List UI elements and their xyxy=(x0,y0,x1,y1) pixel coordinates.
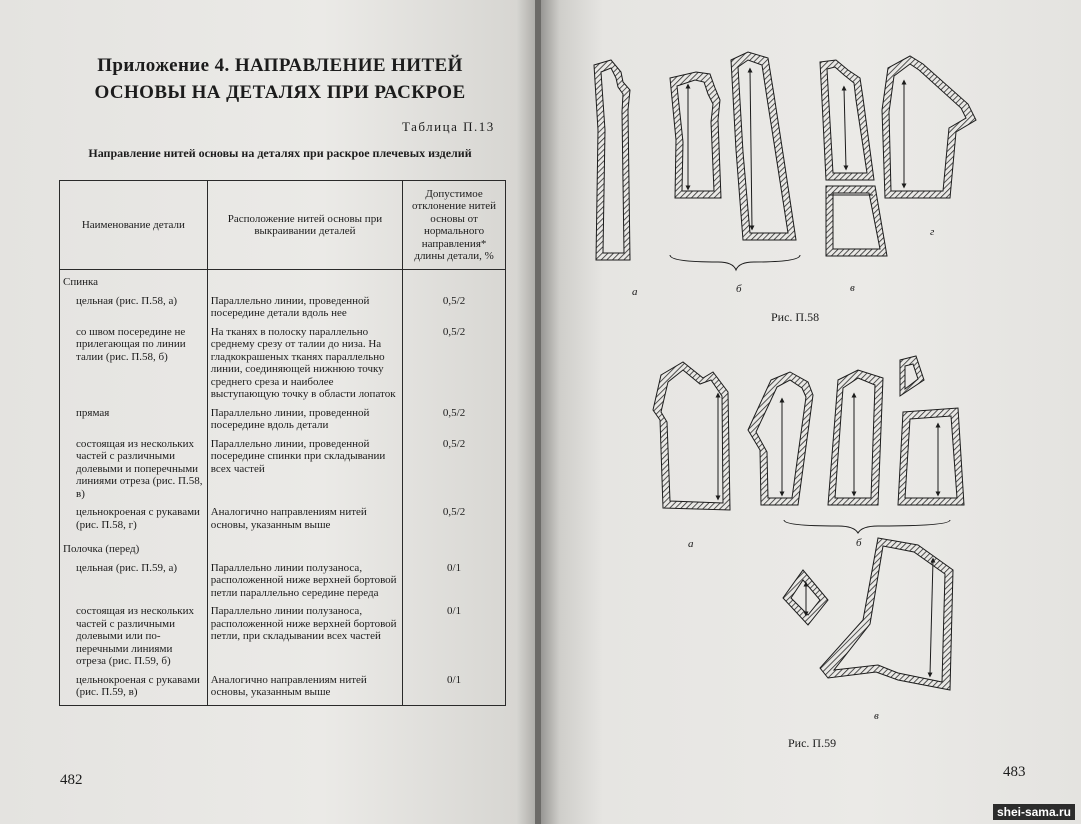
cell-name: цельная (рис. П.59, а) xyxy=(60,562,208,606)
label-58b: б xyxy=(736,283,742,295)
left-page xyxy=(0,0,538,824)
cell-name: цельнокроеная с рукавами (рис. П.58, г) xyxy=(60,506,208,537)
cell-arrangement: Аналогично направлениям нитей основы, указанным выше xyxy=(207,674,402,706)
pattern-piece-59b-3 xyxy=(900,356,924,396)
cell-deviation: 0/1 xyxy=(403,674,506,706)
pattern-piece-58v-top xyxy=(820,60,874,180)
pattern-drawings xyxy=(538,0,1081,824)
cell-deviation: 0,5/2 xyxy=(403,326,506,407)
header-deviation-line: основы от xyxy=(430,212,478,225)
pattern-piece-58g xyxy=(882,56,976,198)
cell-name: состоящая из нескольких частей с различными долевыми или поперечными линиями отреза (рис. П.59, б) xyxy=(60,605,208,674)
cell-arrangement: Параллельно линии полузаноса, расположенной ниже верхней бортовой петли параллельно середине переда xyxy=(207,562,402,606)
header-deviation-line: длины детали, % xyxy=(414,250,494,262)
header-deviation-line: Допустимое xyxy=(425,187,483,200)
pattern-piece-58v-bottom xyxy=(826,186,887,256)
cell-deviation: 0,5/2 xyxy=(403,295,506,326)
page-title xyxy=(60,52,500,106)
table-row xyxy=(60,562,506,606)
table-caption: Направление нитей основы на деталях при раскрое плечевых изделий xyxy=(88,146,472,160)
group-label-back: Спинка xyxy=(60,270,208,295)
pattern-piece-58b-left xyxy=(670,72,721,198)
table-row xyxy=(60,295,506,326)
cell-arrangement: На тканях в полоску параллельно среднему срезу от талии до низа. На гладкокрашеных тканях параллельно линии, соединяющей нижнюю точку среднего среза и наиболее выступающую точку в области лопаток xyxy=(207,326,402,407)
header-deviation xyxy=(403,181,506,270)
cell-deviation: 0/1 xyxy=(403,605,506,674)
cell-deviation: 0,5/2 xyxy=(403,407,506,438)
table-row xyxy=(60,506,506,537)
page-number-right: 483 xyxy=(1003,764,1026,780)
cell-name: состоящая из нескольких частей с различными долевыми и поперечными линиями отреза (рис. П.58, в) xyxy=(60,438,208,507)
figures-area xyxy=(538,0,1081,824)
group-row xyxy=(60,270,506,295)
figure-caption-58: Рис. П.58 xyxy=(771,310,820,324)
title-line-1: Приложение 4. НАПРАВЛЕНИЕ НИТЕЙ xyxy=(97,55,463,76)
cell-arrangement: Параллельно линии полузаноса, расположенной ниже верхней бортовой петли, при складывании всех частей xyxy=(207,605,402,674)
title-line-2: ОСНОВЫ НА ДЕТАЛЯХ ПРИ РАСКРОЕ xyxy=(94,82,466,103)
label-58a: а xyxy=(632,286,638,298)
pattern-piece-58b-right xyxy=(731,52,796,240)
brace-58b xyxy=(670,255,800,270)
cell-deviation: 0,5/2 xyxy=(403,506,506,537)
thread-direction-table xyxy=(59,180,506,706)
group-label-front: Полочка (перед) xyxy=(60,537,208,562)
header-deviation-line: отклонение нитей xyxy=(412,200,497,212)
page-number-left: 482 xyxy=(60,772,83,788)
label-58g: г xyxy=(930,226,935,238)
pattern-piece-59b-2 xyxy=(828,370,883,505)
header-deviation-line: нормального xyxy=(423,225,485,237)
label-59b: б xyxy=(856,537,862,549)
header-name: Наименование детали xyxy=(60,181,208,270)
label-59v: в xyxy=(874,710,879,722)
cell-name: со швом посередине не прилегающая по линии талии (рис. П.58, б) xyxy=(60,326,208,407)
label-59a: а xyxy=(688,538,694,550)
table-row xyxy=(60,605,506,674)
table-number: Таблица П.13 xyxy=(402,119,495,134)
table-row xyxy=(60,326,506,407)
header-deviation-line: направления* xyxy=(421,237,487,250)
header-arrangement: Расположение нитей основы при выкраивании деталей xyxy=(207,181,402,270)
table-row xyxy=(60,438,506,507)
cell-arrangement: Параллельно линии, проведенной посередине вдоль детали xyxy=(207,407,402,438)
table-row xyxy=(60,674,506,706)
cell-deviation: 0,5/2 xyxy=(403,438,506,507)
grain-arrow xyxy=(844,88,846,168)
grain-arrow xyxy=(930,560,933,675)
cell-arrangement: Аналогично направлениям нитей основы, указанным выше xyxy=(207,506,402,537)
cell-name: цельнокроеная с рукавами (рис. П.59, в) xyxy=(60,674,208,706)
table-row xyxy=(60,407,506,438)
figure-caption-59: Рис. П.59 xyxy=(788,736,837,750)
watermark: shei-sama.ru xyxy=(993,804,1075,820)
cell-deviation: 0/1 xyxy=(403,562,506,606)
label-58v: в xyxy=(850,282,855,294)
table-header-row xyxy=(60,181,506,270)
cell-name: прямая xyxy=(60,407,208,438)
grain-arrow xyxy=(750,70,752,228)
brace-59b xyxy=(784,520,950,533)
cell-arrangement: Параллельно линии, проведенной посередине детали вдоль нее xyxy=(207,295,402,326)
cell-name: цельная (рис. П.58, а) xyxy=(60,295,208,326)
pattern-piece-58a xyxy=(594,60,630,260)
group-row xyxy=(60,537,506,562)
pattern-piece-59b-1 xyxy=(748,372,813,505)
cell-arrangement: Параллельно линии, проведенной посередине спинки при складывании всех частей xyxy=(207,438,402,507)
pattern-piece-59b-4 xyxy=(898,408,964,505)
